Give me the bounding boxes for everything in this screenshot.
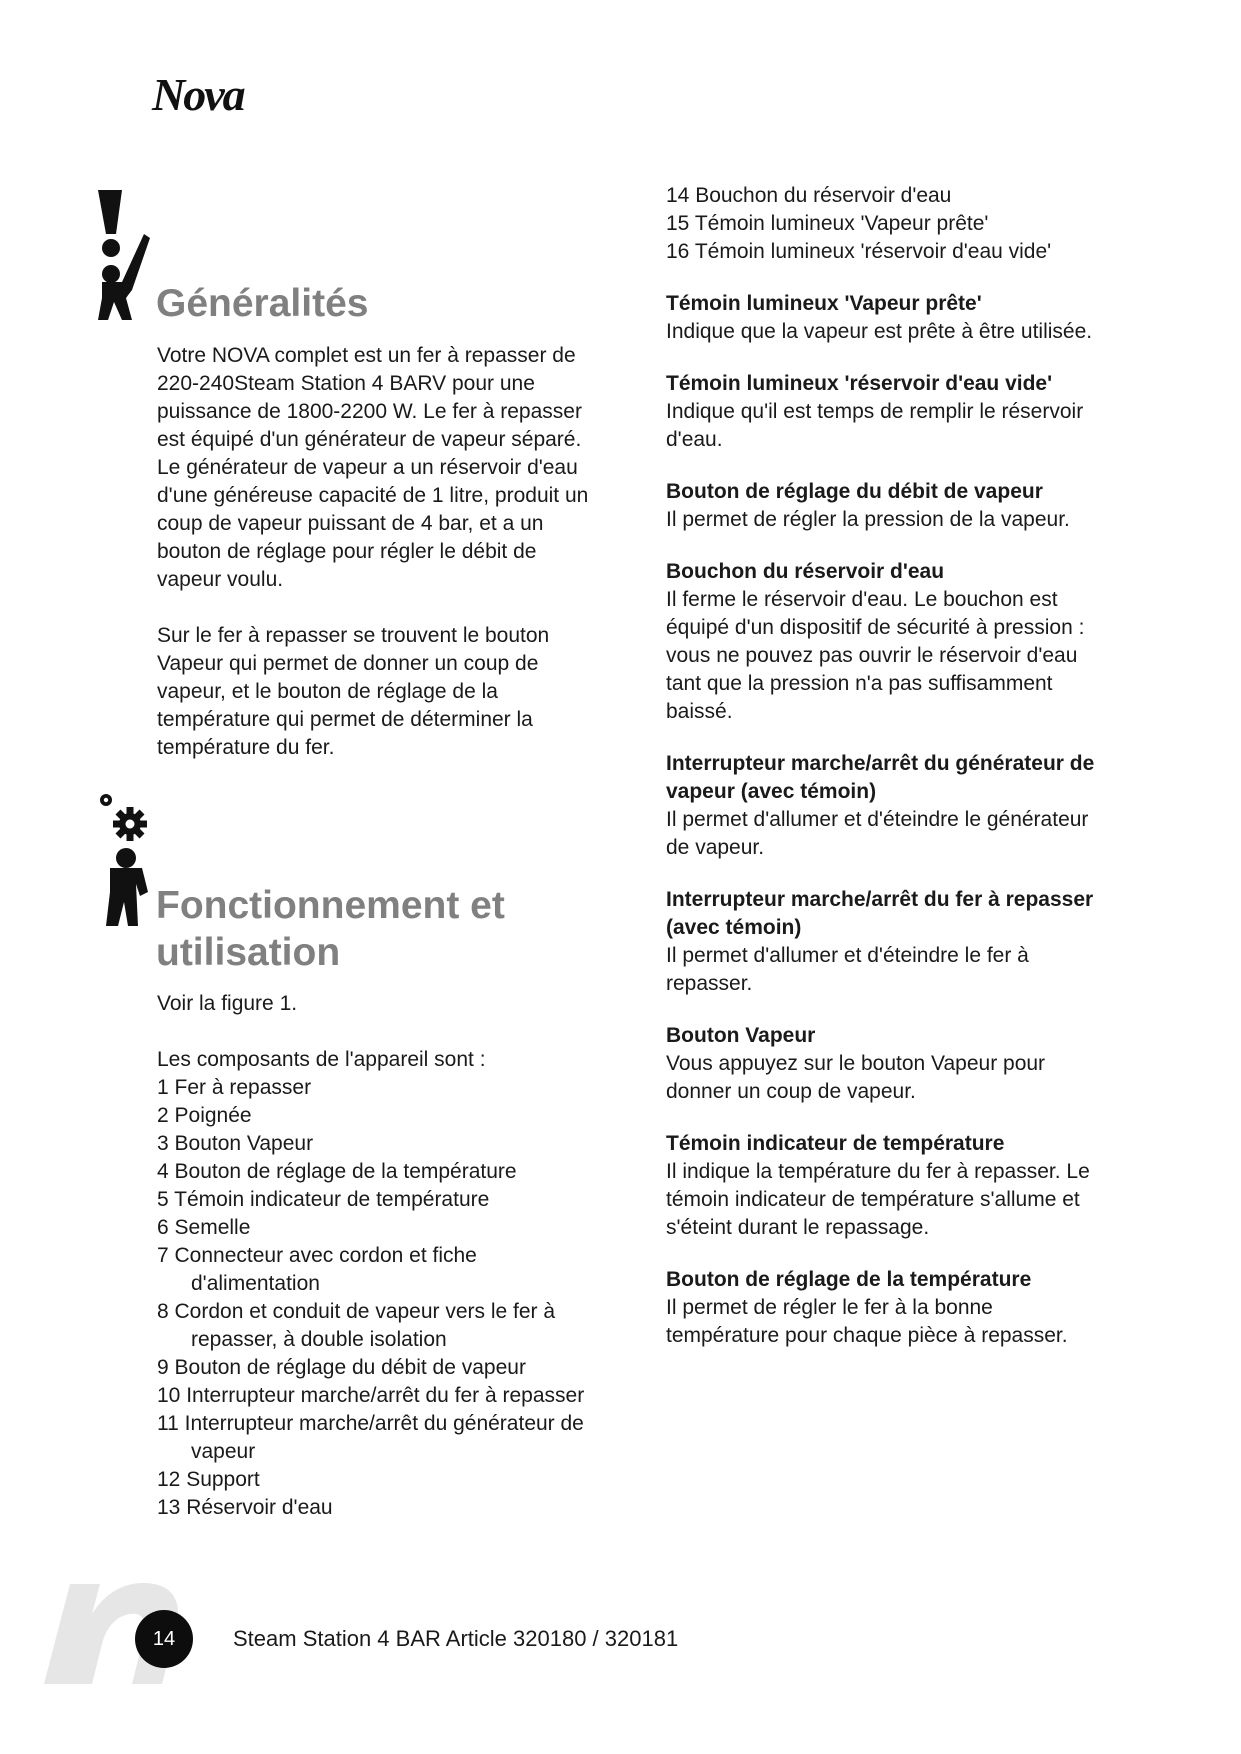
list-item: 9 Bouton de réglage du débit de vapeur: [157, 1356, 526, 1379]
heading-fonctionnement: Fonctionnement et utilisation: [156, 884, 505, 974]
description-title: Témoin lumineux 'réservoir d'eau vide': [666, 372, 1053, 395]
list-item: 1 Fer à repasser: [157, 1076, 312, 1099]
description-title: Bouton de réglage du débit de vapeur: [666, 480, 1043, 503]
description-title: Bouton de réglage de la température: [666, 1268, 1032, 1291]
see-figure-text: Voir la figure 1.: [157, 992, 298, 1015]
description-block: [666, 290, 1106, 346]
list-item: 16 Témoin lumineux 'réservoir d'eau vide': [666, 240, 1052, 263]
logo-text: Nova: [152, 72, 244, 120]
general-paragraph: Votre NOVA complet est un fer à repasser de 220-240Steam Station 4 BARV pour une puissance de 1800-2200 W. Le fer à repasser est équipé d'un générateur de vapeur séparé. Le générateur de vapeur a un réservoir d'eau d'une généreuse capacité de 1 litre, produit un coup de vapeur puissant de 4 bar, et a un bouton de réglage pour régler le débit de vapeur voulu.: [157, 344, 589, 591]
description-block: [666, 370, 1106, 454]
list-item: 15 Témoin lumineux 'Vapeur prête': [666, 212, 989, 235]
list-item: 11 Interrupteur marche/arrêt du générateur de vapeur: [157, 1412, 584, 1463]
description-block: [666, 1022, 1106, 1106]
components-list: [157, 1074, 597, 1522]
gear-person-icon: [96, 792, 154, 926]
operation-section: [157, 990, 597, 1522]
description-block: [666, 750, 1106, 862]
description-block: [666, 1266, 1106, 1350]
description-text: Il indique la température du fer à repasser. Le témoin indicateur de température s'allume et s'éteint durant le repassage.: [666, 1160, 1090, 1239]
exclamation-person-icon: [92, 186, 152, 320]
list-item: 12 Support: [157, 1468, 260, 1491]
description-text: Il permet d'allumer et d'éteindre le générateur de vapeur.: [666, 808, 1089, 859]
description-title: Bouchon du réservoir d'eau: [666, 560, 945, 583]
heading-generalites: Généralités: [156, 282, 369, 325]
nova-logo: [150, 72, 308, 120]
footer-text: Steam Station 4 BAR Article 320180 / 320181: [233, 1626, 679, 1651]
page-number-badge: 14: [135, 1610, 193, 1668]
description-title: Témoin lumineux 'Vapeur prête': [666, 292, 982, 315]
description-text: Il permet d'allumer et d'éteindre le fer à repasser.: [666, 944, 1029, 995]
list-item: 5 Témoin indicateur de température: [157, 1188, 490, 1211]
description-title: Interrupteur marche/arrêt du fer à repasser (avec témoin): [666, 888, 1094, 939]
list-item: 10 Interrupteur marche/arrêt du fer à repasser: [157, 1384, 585, 1407]
list-item: 7 Connecteur avec cordon et fiche d'alimentation: [157, 1244, 477, 1295]
description-block: [666, 558, 1106, 726]
components-intro: Les composants de l'appareil sont :: [157, 1048, 486, 1071]
list-item: 13 Réservoir d'eau: [157, 1496, 333, 1519]
description-title: Bouton Vapeur: [666, 1024, 816, 1047]
description-block: [666, 478, 1106, 534]
list-item: 14 Bouchon du réservoir d'eau: [666, 184, 952, 207]
description-text: Il ferme le réservoir d'eau. Le bouchon est équipé d'un dispositif de sécurité à pression : vous ne pouvez pas ouvrir le réservoir d'eau tant que la pression n'a pas suffisamment baissé.: [666, 588, 1085, 723]
description-text: Il permet de régler le fer à la bonne température pour chaque pièce à repasser.: [666, 1296, 1068, 1347]
list-item: 2 Poignée: [157, 1104, 252, 1127]
list-item: 4 Bouton de réglage de la température: [157, 1160, 517, 1183]
description-text: Indique qu'il est temps de remplir le réservoir d'eau.: [666, 400, 1084, 451]
components-list-continued: [666, 182, 1106, 266]
description-text: Indique que la vapeur est prête à être utilisée.: [666, 320, 1093, 343]
description-text: Il permet de régler la pression de la vapeur.: [666, 508, 1070, 531]
right-column: [666, 182, 1106, 1374]
description-block: [666, 886, 1106, 998]
general-paragraph: Sur le fer à repasser se trouvent le bouton Vapeur qui permet de donner un coup de vapeur, et le bouton de réglage de la température qui permet de déterminer la température du fer.: [157, 624, 550, 759]
list-item: 6 Semelle: [157, 1216, 251, 1239]
general-section: [157, 342, 597, 762]
description-text: Vous appuyez sur le bouton Vapeur pour donner un coup de vapeur.: [666, 1052, 1046, 1103]
description-title: Interrupteur marche/arrêt du générateur de vapeur (avec témoin): [666, 752, 1095, 803]
list-item: 8 Cordon et conduit de vapeur vers le fer à repasser, à double isolation: [157, 1300, 556, 1351]
description-block: [666, 1130, 1106, 1242]
description-title: Témoin indicateur de température: [666, 1132, 1005, 1155]
list-item: 3 Bouton Vapeur: [157, 1132, 314, 1155]
